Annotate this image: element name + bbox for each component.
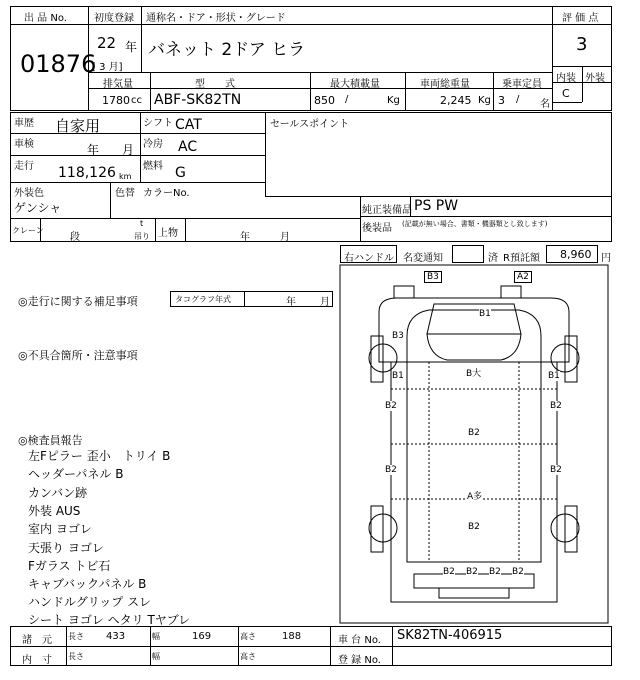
model-desc-label: 通称名・ドア・形状・グレード [146, 13, 286, 24]
first-reg-label: 初度登録 [94, 13, 134, 24]
max-load-value: 850 [314, 94, 335, 107]
width-label: 幅 [152, 632, 160, 641]
crane-stage-unit: 段 [70, 232, 80, 243]
recycle-amount: 8,960 [560, 248, 592, 261]
mileage-label: 走行 [14, 161, 34, 172]
damage-mark-b2: B2 [489, 567, 501, 577]
displacement-value: 1780 [102, 94, 130, 107]
name-change-box [452, 245, 484, 263]
inspector-line: 天張り ヨゴレ [28, 541, 104, 555]
aftermarket-note: (記載が無い場合、書類・機器類とし致します) [402, 220, 548, 228]
color-change-label: 色替 [115, 188, 135, 199]
exterior-color-value: ゲンシャ [14, 201, 62, 215]
inspection-label: 車検 [14, 139, 34, 150]
chassis-no-label: 車 台 No. [338, 635, 381, 646]
max-load-unit: Kg [387, 95, 400, 106]
damage-mark-b1-cab: B1 [479, 309, 491, 319]
interior-width-label: 幅 [152, 652, 160, 661]
fuel-value: G [175, 165, 186, 181]
inspection-year-unit: 年 [87, 143, 100, 157]
damage-mark-b1-right: B1 [548, 371, 560, 381]
max-load-label: 最大積載量 [330, 79, 380, 90]
crane-hoist-label: 吊り [134, 232, 150, 241]
inspector-line: シート ヨゴレ ヘタリ Tヤブレ [28, 613, 191, 627]
gross-weight-unit: Kg [478, 95, 491, 106]
length-value: 433 [106, 631, 126, 642]
recycle-prefix: 済 [488, 253, 498, 264]
shift-value: CAT [175, 117, 202, 133]
history-label: 車歴 [14, 118, 34, 129]
interior-grade-label: 内装 [556, 73, 576, 84]
damage-mark-b2: B2 [468, 522, 480, 532]
tachograph-year-unit: 年 [286, 297, 296, 308]
damage-mark-b2: B2 [468, 428, 480, 438]
steering-value: 右ハンドル [344, 253, 394, 264]
defects-title: ◎不具合箇所・注意事項 [18, 349, 138, 362]
ac-label: 冷房 [143, 139, 163, 150]
interior-dims-label: 内 寸 [22, 655, 52, 666]
color-code-label: カラーNo. [143, 188, 190, 199]
damage-mark-b2: B2 [385, 401, 397, 411]
mileage-unit: km [119, 172, 132, 181]
damage-mark-b2: B2 [550, 401, 562, 411]
first-reg-year-unit: 年 [125, 40, 138, 54]
model-code-value: ABF-SK82TN [154, 92, 242, 108]
registration-no-label: 登 録 No. [338, 655, 381, 666]
tachograph-month-unit: 月 [320, 297, 330, 308]
driving-notes-title: ◎走行に関する補足事項 [18, 295, 138, 308]
score-label: 評 価 点 [562, 13, 599, 24]
gross-weight-label: 車両総重量 [420, 79, 470, 90]
mileage-value: 118,126 [58, 165, 116, 181]
name-change-label: 名変通知 [403, 253, 443, 264]
inspector-line: Fガラス トビ石 [28, 559, 111, 573]
score-value: 3 [576, 34, 588, 55]
interior-height-label: 高さ [240, 652, 256, 661]
chassis-no-value: SK82TN-406915 [397, 628, 503, 643]
crane-label: クレーン [12, 226, 44, 235]
genuine-equipment-value: PS PW [414, 198, 459, 214]
damage-mark-b2: B2 [550, 465, 562, 475]
sales-point-label: セールスポイント [270, 119, 350, 130]
damage-mark-a2: A2 [514, 271, 532, 283]
listing-no-label: 出 品 No. [24, 13, 67, 24]
dimensions-label: 諸 元 [22, 635, 52, 646]
first-reg-month: [ 3 月] [92, 62, 123, 73]
upper-label: 上物 [158, 228, 178, 239]
damage-mark-b3: B3 [424, 271, 442, 283]
damage-mark-b2: B2 [385, 465, 397, 475]
history-value: 自家用 [55, 117, 101, 135]
length-label: 長さ [68, 632, 84, 641]
fuel-label: 燃料 [143, 161, 163, 172]
damage-mark-b2: B2 [443, 567, 455, 577]
inspector-report-title: ◎検査員報告 [18, 434, 83, 447]
height-value: 188 [282, 631, 302, 642]
damage-mark-b3-cab: B3 [392, 331, 404, 341]
aftermarket-label: 後装品 [362, 223, 392, 234]
genuine-equipment-label: 純正装備品 [362, 205, 412, 216]
listing-number: 01876 [20, 50, 97, 78]
capacity-unit: 名 [540, 99, 550, 110]
shift-label: シフト [143, 118, 173, 129]
inspector-line: 室内 ヨゴレ [28, 522, 92, 536]
model-name: バネット 2ドア ヒラ [148, 40, 306, 60]
displacement-label: 排気量 [103, 79, 133, 90]
capacity-value: 3 [498, 94, 505, 107]
height-label: 高さ [240, 632, 256, 641]
exterior-grade-label: 外装 [585, 73, 605, 84]
upper-month-unit: 月 [280, 232, 290, 243]
ac-value: AC [178, 139, 198, 155]
upper-year-unit: 年 [240, 232, 250, 243]
capacity-slash: / [516, 94, 520, 105]
interior-length-label: 長さ [68, 652, 84, 661]
model-code-label: 型 式 [195, 79, 235, 90]
interior-grade-value: C [562, 87, 570, 100]
inspector-line: 左Fピラー 歪小 トリイ B [28, 449, 171, 463]
inspector-line: ヘッダーパネル B [28, 467, 124, 481]
damage-mark-a-many: A多 [467, 489, 482, 502]
inspection-month-unit: 月 [122, 143, 135, 157]
exterior-color-label: 外装色 [14, 188, 44, 199]
damage-mark-b2: B2 [512, 567, 524, 577]
max-load-slash: / [345, 94, 349, 105]
gross-weight-value: 2,245 [440, 94, 472, 107]
inspector-line: カンバン跡 [28, 486, 88, 500]
inspector-line: ハンドルグリップ スレ [28, 595, 152, 609]
inspector-line: キャブバックパネル B [28, 577, 147, 591]
first-reg-year: 22 [97, 34, 117, 52]
inspector-line: 外装 AUS [28, 504, 81, 518]
crane-ton-unit: t [140, 219, 144, 228]
width-value: 169 [192, 631, 212, 642]
damage-mark-b2: B2 [466, 567, 478, 577]
recycle-unit: 円 [601, 253, 611, 264]
tachograph-label: タコグラフ年式 [175, 295, 231, 304]
capacity-label: 乗車定員 [502, 79, 542, 90]
damage-mark-b1-left: B1 [392, 371, 404, 381]
recycle-label: R預託額 [503, 253, 540, 264]
displacement-unit: cc [131, 95, 142, 106]
damage-mark-b-large: B大 [466, 366, 481, 379]
